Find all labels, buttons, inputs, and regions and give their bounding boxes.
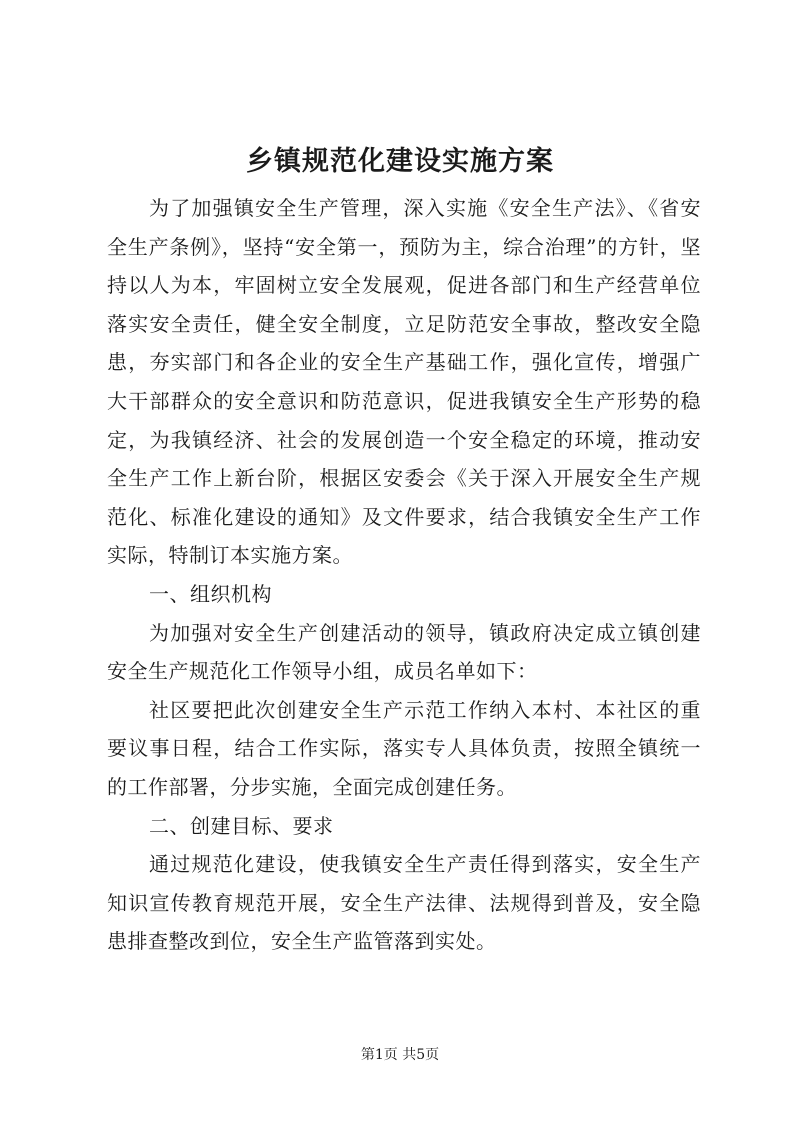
paragraph-community: 社区要把此次创建安全生产示范工作纳入本村、本社区的重要议事日程，结合工作实际，落实专人具体负责，按照全镇统一的工作部署，分步实施，全面完成创建任务。 [107,697,701,799]
page-number: 第1页 共5页 [360,1047,440,1063]
paragraph-organization: 为加强对安全生产创建活动的领导，镇政府决定成立镇创建安全生产规范化工作领导小组，成员名单如下： [107,620,701,684]
section-heading-organization: 一、组织机构 [149,581,272,606]
section-heading-goals: 二、创建目标、要求 [149,813,334,838]
paragraph-goals: 通过规范化建设，使我镇安全生产责任得到落实，安全生产知识宣传教育规范开展，安全生产法律、法规得到普及，安全隐患排查整改到位，安全生产监管落到实处。 [107,852,701,954]
paragraph-intro: 为了加强镇安全生产管理，深入实施《安全生产法》、《省安全生产条例》，坚持“安全第一，预防为主，综合治理”的方针，坚持以人为本，牢固树立安全发展观，促进各部门和生产经营单位落实安全责任，健全安全制度，立足防范安全事故，整改安全隐患，夯实部门和各企业的安全生产基础工作，强化宣传，增强广大干部群众的安全意识和防范意识，促进我镇安全生产形势的稳定，为我镇经济、社会的发展创造一个安全稳定的环境，推动安全生产工作上新台阶，根据区安委会《关于深入开展安全生产规范化、标准化建设的通知》及文件要求，结合我镇安全生产工作实际，特制订本实施方案。 [107,196,701,568]
document-title: 乡镇规范化建设实施方案 [246,146,554,177]
document-body [107,189,701,961]
